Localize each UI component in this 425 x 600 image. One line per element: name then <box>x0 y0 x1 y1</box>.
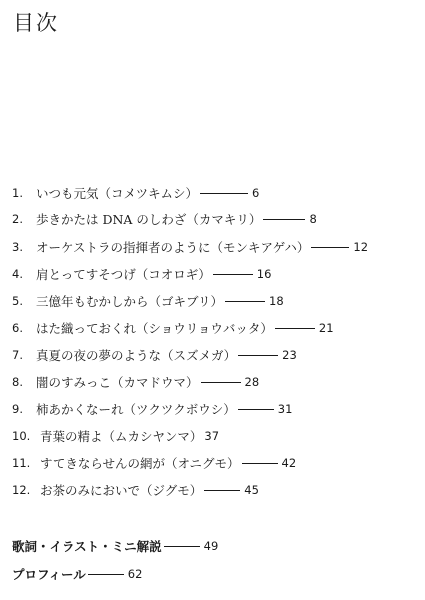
toc-entry-10[interactable] <box>12 427 219 445</box>
toc-entry-leader <box>238 355 278 356</box>
toc-entry-leader <box>242 463 278 464</box>
toc-entry-4[interactable] <box>12 265 271 283</box>
toc-entry-leader <box>263 219 305 220</box>
toc-entry-8[interactable] <box>12 373 259 391</box>
toc-entry-leader <box>200 193 248 194</box>
toc-entry-page: 31 <box>277 402 293 416</box>
toc-entry-title: 柿あかくなーれ（ツクツクボウシ） <box>36 402 236 417</box>
toc-entry-7[interactable] <box>12 346 297 364</box>
toc-extra-page: 49 <box>203 539 219 553</box>
toc-entry-number: 6. <box>12 321 23 335</box>
toc-entry-number: 4. <box>12 267 23 281</box>
page-title: 目次 <box>13 11 59 35</box>
toc-entry-leader <box>238 409 274 410</box>
toc-entry-number: 7. <box>12 348 23 362</box>
toc-entry-page: 21 <box>318 321 334 335</box>
toc-entry-title: お茶のみにおいで（ジグモ） <box>40 483 203 498</box>
toc-extra-profile[interactable] <box>12 565 142 583</box>
toc-entry-number: 5. <box>12 294 23 308</box>
toc-entry-title: いつも元気（コメツキムシ） <box>36 186 199 201</box>
toc-entry-page: 18 <box>269 294 284 308</box>
toc-entry-title: 三億年もむかしから（ゴキブリ） <box>36 294 224 309</box>
toc-entry-title: 真夏の夜の夢のような（スズメガ） <box>36 348 237 363</box>
toc-entry-number: 12. <box>12 483 31 497</box>
toc-entry-11[interactable] <box>12 454 296 472</box>
toc-entry-5[interactable] <box>12 292 284 310</box>
toc-entry-page: 16 <box>256 267 272 281</box>
toc-entry-leader <box>225 301 265 302</box>
toc-entry-number: 8. <box>12 375 23 389</box>
toc-entry-page: 28 <box>244 375 260 389</box>
toc-entry-title: オーケストラの指揮者のように（モンキアゲハ） <box>36 240 310 255</box>
toc-entry-title: 歩きかたは DNA のしわざ（カマキリ） <box>36 212 262 227</box>
toc-entry-page: 6 <box>252 186 260 200</box>
toc-entry-1[interactable] <box>12 184 259 202</box>
toc-entry-page: 8 <box>309 212 317 226</box>
toc-entry-2[interactable] <box>12 210 317 228</box>
toc-entry-leader <box>275 328 315 329</box>
toc-extra-notes[interactable] <box>12 537 218 555</box>
toc-entry-page: 42 <box>281 456 297 470</box>
toc-entry-number: 3. <box>12 240 23 254</box>
toc-entry-number: 1. <box>12 186 23 200</box>
toc-entry-title: 青葉の精よ（ムカシヤンマ） <box>40 429 203 444</box>
toc-entry-page: 45 <box>244 483 259 497</box>
toc-entry-page: 12 <box>353 240 369 254</box>
toc-entry-leader <box>213 274 253 275</box>
toc-entry-title: はた織っておくれ（ショウリョウバッタ） <box>36 321 273 336</box>
toc-entry-page: 37 <box>204 429 220 443</box>
toc-entry-title: 闇のすみっこ（カマドウマ） <box>36 375 199 390</box>
toc-entry-title: すてきならせんの網が（オニグモ） <box>40 456 240 471</box>
toc-extra-title: 歌詞・イラスト・ミニ解説 <box>12 539 162 554</box>
toc-entry-number: 2. <box>12 212 23 226</box>
toc-extra-title: プロフィール <box>12 567 86 582</box>
toc-entry-leader <box>311 247 349 248</box>
toc-entry-number: 9. <box>12 402 23 416</box>
toc-entry-number: 11. <box>12 456 31 470</box>
toc-entry-9[interactable] <box>12 400 292 418</box>
toc-extra-leader <box>88 574 124 575</box>
toc-entry-leader <box>204 490 240 491</box>
toc-extra-page: 62 <box>127 567 143 581</box>
toc-entry-3[interactable] <box>12 238 368 256</box>
toc-extra-leader <box>164 546 200 547</box>
toc-entry-number: 10. <box>12 429 31 443</box>
toc-entry-12[interactable] <box>12 481 259 499</box>
toc-entry-title: 肩とってすそつげ（コオロギ） <box>36 267 211 282</box>
toc-entry-leader <box>201 382 241 383</box>
toc-entry-6[interactable] <box>12 319 334 337</box>
toc-entry-page: 23 <box>282 348 297 362</box>
